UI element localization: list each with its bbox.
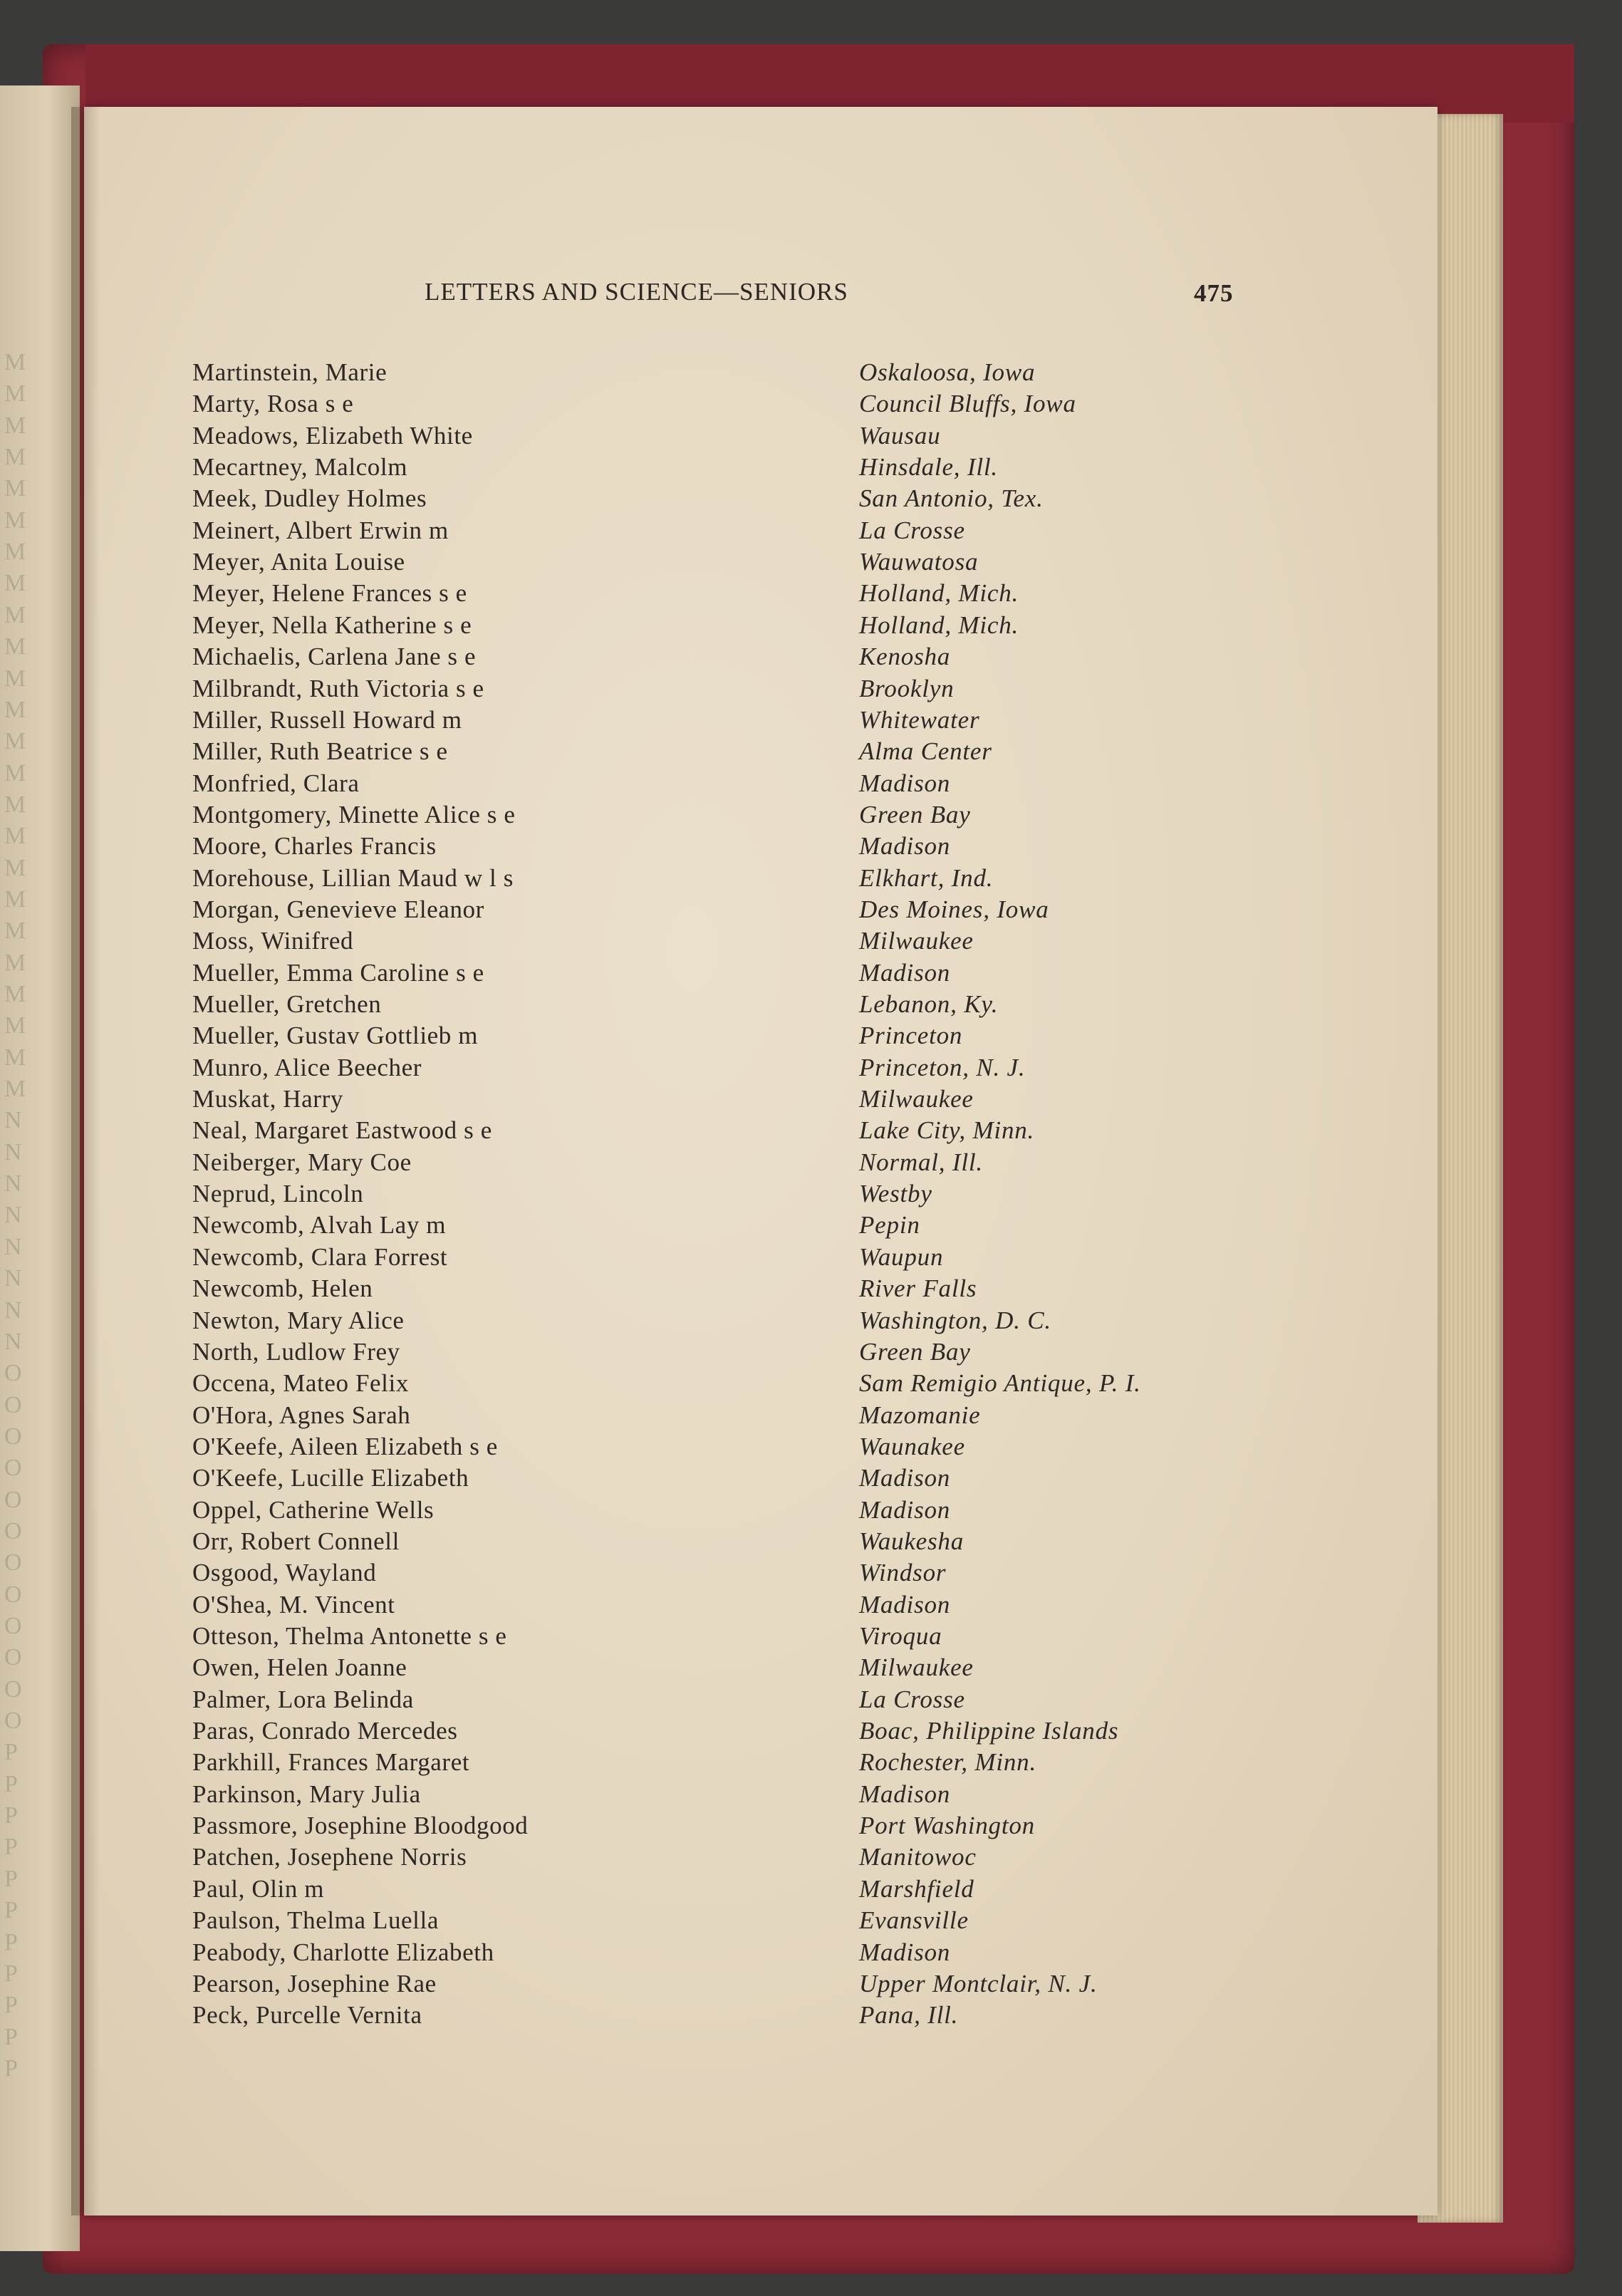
list-item (0, 390, 1425, 421)
hometown: La Crosse (859, 1685, 965, 1713)
left-page-letter: M (4, 444, 26, 471)
left-page-letter: O (4, 1613, 22, 1639)
left-page-letter: P (4, 1802, 18, 1829)
left-page-letter: M (4, 633, 26, 660)
student-name: Munro, Alice Beecher (192, 1053, 422, 1081)
hometown: Holland, Mich. (859, 579, 1019, 608)
left-page-letter: M (4, 349, 26, 375)
left-page-letter: P (4, 1770, 18, 1797)
list-item (0, 1433, 1425, 1464)
student-name: Parkinson, Mary Julia (192, 1780, 421, 1808)
left-page-letter: M (4, 759, 26, 786)
student-name: Moore, Charles Francis (192, 832, 437, 861)
left-page-letter: M (4, 507, 26, 534)
list-item (0, 1401, 1425, 1433)
student-name: North, Ludlow Frey (192, 1337, 400, 1366)
running-header (0, 278, 1622, 313)
left-page-letter: O (4, 1517, 22, 1544)
hometown: Wauwatosa (859, 548, 979, 576)
student-name: Mueller, Gustav Gottlieb m (192, 1022, 479, 1050)
hometown: Princeton, N. J. (859, 1053, 1026, 1081)
hometown: Holland, Mich. (859, 611, 1019, 639)
list-item (0, 1116, 1425, 1148)
page-number: 475 (1194, 279, 1234, 307)
student-name: Peck, Purcelle Vernita (192, 2001, 422, 2030)
left-page-letter: M (4, 1076, 26, 1103)
hometown: Mazomanie (859, 1401, 981, 1429)
hometown: Milwaukee (859, 927, 974, 955)
left-page-letter: M (4, 539, 26, 566)
hometown: Normal, Ill. (859, 1148, 983, 1176)
student-name: Palmer, Lora Belinda (192, 1685, 414, 1713)
student-name: Meek, Dudley Holmes (192, 484, 427, 513)
hometown: Boac, Philippine Islands (859, 1717, 1119, 1745)
list-item (0, 484, 1425, 516)
hometown: San Antonio, Tex. (859, 484, 1044, 513)
student-name: Newcomb, Clara Forrest (192, 1242, 448, 1271)
list-item (0, 1685, 1425, 1717)
hometown: Council Bluffs, Iowa (859, 390, 1076, 418)
list-item (0, 1559, 1425, 1590)
student-name: Osgood, Wayland (192, 1559, 377, 1587)
student-name: Mueller, Gretchen (192, 990, 382, 1018)
left-page-letter: M (4, 885, 26, 913)
left-page-letter: N (4, 1202, 22, 1229)
hometown: Washington, D. C. (859, 1306, 1051, 1334)
hometown: Madison (859, 832, 951, 861)
hometown: Des Moines, Iowa (859, 895, 1049, 923)
hometown: Waukesha (859, 1527, 965, 1555)
list-item (0, 864, 1425, 895)
list-item (0, 516, 1425, 548)
list-item (0, 2001, 1425, 2032)
left-page-letter: O (4, 1391, 22, 1418)
student-name: Owen, Helen Joanne (192, 1653, 407, 1682)
hometown: Rochester, Minn. (859, 1748, 1036, 1777)
hometown: Pana, Ill. (859, 2001, 959, 2030)
left-page-letter: P (4, 1739, 18, 1766)
list-item (0, 1307, 1425, 1338)
left-page-letter: N (4, 1297, 22, 1324)
student-name: Morehouse, Lillian Maud w l s (192, 863, 514, 892)
hometown: Whitewater (859, 705, 980, 734)
hometown: Waunakee (859, 1432, 965, 1460)
student-name: Marty, Rosa s e (192, 390, 354, 418)
hometown: Madison (859, 1495, 951, 1524)
student-name: Paulson, Thelma Luella (192, 1906, 439, 1935)
left-page-letter: P (4, 1928, 18, 1955)
left-page-letter: M (4, 791, 26, 818)
list-item (0, 895, 1425, 927)
student-name: Miller, Russell Howard m (192, 705, 462, 734)
student-name: Mueller, Emma Caroline s e (192, 958, 484, 987)
list-item (0, 706, 1425, 737)
hometown: Lake City, Minn. (859, 1116, 1035, 1145)
list-item (0, 611, 1425, 643)
list-item (0, 1148, 1425, 1180)
student-name: O'Hora, Agnes Sarah (192, 1401, 411, 1429)
hometown: Oskaloosa, Iowa (859, 358, 1036, 386)
student-name: Patchen, Josephene Norris (192, 1843, 467, 1871)
left-page-letter: O (4, 1644, 22, 1671)
list-item (0, 801, 1425, 832)
hometown: Upper Montclair, N. J. (859, 1969, 1098, 1998)
hometown: Madison (859, 1938, 951, 1966)
list-item (0, 453, 1425, 484)
list-item (0, 737, 1425, 769)
list-item (0, 1970, 1425, 2001)
left-page-letter: M (4, 1012, 26, 1039)
list-item (0, 1717, 1425, 1748)
student-name: Neal, Margaret Eastwood s e (192, 1116, 492, 1145)
list-item (0, 1780, 1425, 1812)
hometown: Elkhart, Ind. (859, 863, 994, 892)
student-name: O'Keefe, Aileen Elizabeth s e (192, 1432, 498, 1460)
left-page-letter: O (4, 1423, 22, 1450)
hometown: Viroqua (859, 1622, 942, 1650)
list-item (0, 1085, 1425, 1116)
hometown: Kenosha (859, 643, 951, 671)
hometown: Windsor (859, 1559, 947, 1587)
left-page-letter: P (4, 1992, 18, 2019)
left-page-letter: O (4, 1360, 22, 1387)
hometown: Madison (859, 1464, 951, 1492)
student-name: Morgan, Genevieve Eleanor (192, 895, 484, 923)
left-page-letter: N (4, 1233, 22, 1260)
student-name: Muskat, Harry (192, 1085, 343, 1113)
list-item (0, 358, 1425, 390)
hometown: Pepin (859, 1211, 920, 1240)
list-item (0, 959, 1425, 990)
hometown: Madison (859, 958, 951, 987)
left-page-letter: M (4, 601, 26, 628)
list-item (0, 1022, 1425, 1053)
hometown: Sam Remigio Antique, P. I. (859, 1369, 1141, 1398)
hometown: Waupun (859, 1242, 944, 1271)
list-item (0, 1496, 1425, 1527)
hometown: Milwaukee (859, 1085, 974, 1113)
student-name: Oppel, Catherine Wells (192, 1495, 435, 1524)
list-item (0, 548, 1425, 579)
list-item (0, 675, 1425, 706)
student-name: Meinert, Albert Erwin m (192, 516, 449, 544)
left-page-letter: O (4, 1486, 22, 1513)
student-name: Meyer, Nella Katherine s e (192, 611, 472, 639)
student-name: Occena, Mateo Felix (192, 1369, 409, 1398)
list-item (0, 1748, 1425, 1780)
left-page-letter: N (4, 1265, 22, 1292)
hometown: Madison (859, 1780, 951, 1808)
left-page-letter: M (4, 696, 26, 723)
hometown: Brooklyn (859, 674, 955, 702)
student-name: Meadows, Elizabeth White (192, 421, 473, 450)
student-name: Paul, Olin m (192, 1874, 325, 1903)
left-page-letter: N (4, 1170, 22, 1198)
hometown: Alma Center (859, 737, 992, 766)
hometown: Port Washington (859, 1812, 1035, 1840)
list-item (0, 1843, 1425, 1874)
left-page-letter: P (4, 2023, 18, 2050)
student-name: Passmore, Josephine Bloodgood (192, 1812, 529, 1840)
hometown: La Crosse (859, 516, 965, 544)
list-item (0, 422, 1425, 453)
student-name: Neiberger, Mary Coe (192, 1148, 412, 1176)
list-item (0, 1054, 1425, 1085)
list-item (0, 1274, 1425, 1306)
list-item (0, 1211, 1425, 1242)
list-item (0, 1906, 1425, 1938)
student-name: Moss, Winifred (192, 927, 354, 955)
list-item (0, 1875, 1425, 1906)
left-page-letter: P (4, 1897, 18, 1924)
list-item (0, 1369, 1425, 1401)
left-page-letter: M (4, 380, 26, 407)
left-page-letter: M (4, 1044, 26, 1071)
left-page-letter: P (4, 1960, 18, 1987)
student-name: Meyer, Anita Louise (192, 548, 405, 576)
left-page-letter: M (4, 728, 26, 755)
list-item (0, 643, 1425, 674)
list-item (0, 832, 1425, 863)
student-name: Pearson, Josephine Rae (192, 1969, 437, 1998)
student-name: Milbrandt, Ruth Victoria s e (192, 674, 484, 702)
hometown: Hinsdale, Ill. (859, 453, 998, 482)
list-item (0, 927, 1425, 958)
left-page-letter: M (4, 854, 26, 881)
list-item (0, 1243, 1425, 1274)
left-page-letter: M (4, 981, 26, 1007)
hometown: Lebanon, Ky. (859, 990, 999, 1018)
student-name: Michaelis, Carlena Jane s e (192, 643, 477, 671)
list-item (0, 1938, 1425, 1970)
student-name: O'Keefe, Lucille Elizabeth (192, 1464, 469, 1492)
student-name: O'Shea, M. Vincent (192, 1590, 395, 1619)
student-name: Parkhill, Frances Margaret (192, 1748, 470, 1777)
student-name: Martinstein, Marie (192, 358, 388, 386)
hometown: Green Bay (859, 1337, 971, 1366)
student-name: Newcomb, Alvah Lay m (192, 1211, 447, 1240)
student-name: Monfried, Clara (192, 769, 360, 797)
hometown: Green Bay (859, 800, 971, 828)
hometown: Milwaukee (859, 1653, 974, 1682)
hometown: Madison (859, 1590, 951, 1619)
hometown: Wausau (859, 421, 941, 450)
hometown: Evansville (859, 1906, 969, 1935)
student-name: Neprud, Lincoln (192, 1180, 364, 1208)
list-item (0, 1591, 1425, 1622)
hometown: Princeton (859, 1022, 963, 1050)
left-page-letter: M (4, 475, 26, 502)
student-name: Meyer, Helene Frances s e (192, 579, 467, 608)
student-name: Paras, Conrado Mercedes (192, 1717, 458, 1745)
student-name: Orr, Robert Connell (192, 1527, 400, 1555)
student-name: Newton, Mary Alice (192, 1306, 405, 1334)
running-title: LETTERS AND SCIENCE—SENIORS (425, 278, 848, 306)
hometown: River Falls (859, 1274, 977, 1303)
student-name: Newcomb, Helen (192, 1274, 373, 1303)
left-page-letter: O (4, 1455, 22, 1482)
left-page-letter: M (4, 570, 26, 597)
list-item (0, 579, 1425, 611)
left-page-letter: M (4, 665, 26, 692)
list-item (0, 1338, 1425, 1369)
hometown: Madison (859, 769, 951, 797)
left-page-letter: M (4, 949, 26, 976)
list-item (0, 1180, 1425, 1211)
student-name: Miller, Ruth Beatrice s e (192, 737, 448, 766)
left-page-letter: O (4, 1549, 22, 1576)
student-name: Montgomery, Minette Alice s e (192, 800, 516, 828)
student-name: Otteson, Thelma Antonette s e (192, 1622, 507, 1650)
list-item (0, 1622, 1425, 1653)
student-name: Mecartney, Malcolm (192, 453, 408, 482)
left-page-letter: O (4, 1708, 22, 1735)
hometown: Manitowoc (859, 1843, 977, 1871)
list-item (0, 990, 1425, 1022)
list-item (0, 1527, 1425, 1559)
left-page-letter: M (4, 918, 26, 945)
list-item (0, 1464, 1425, 1495)
left-page-letter: N (4, 1138, 22, 1165)
left-page-letter: P (4, 2055, 18, 2082)
left-page-letter: P (4, 1834, 18, 1861)
left-page-letter: O (4, 1676, 22, 1703)
left-page-letter: O (4, 1581, 22, 1608)
list-item (0, 1653, 1425, 1685)
hometown: Marshfield (859, 1874, 974, 1903)
left-page-letter: N (4, 1107, 22, 1134)
left-page-letter: M (4, 412, 26, 439)
student-name: Peabody, Charlotte Elizabeth (192, 1938, 494, 1966)
left-page-letter: P (4, 1865, 18, 1892)
list-item (0, 1812, 1425, 1843)
left-page-letter: N (4, 1328, 22, 1355)
hometown: Westby (859, 1180, 932, 1208)
left-page-letter: M (4, 823, 26, 850)
list-item (0, 769, 1425, 801)
